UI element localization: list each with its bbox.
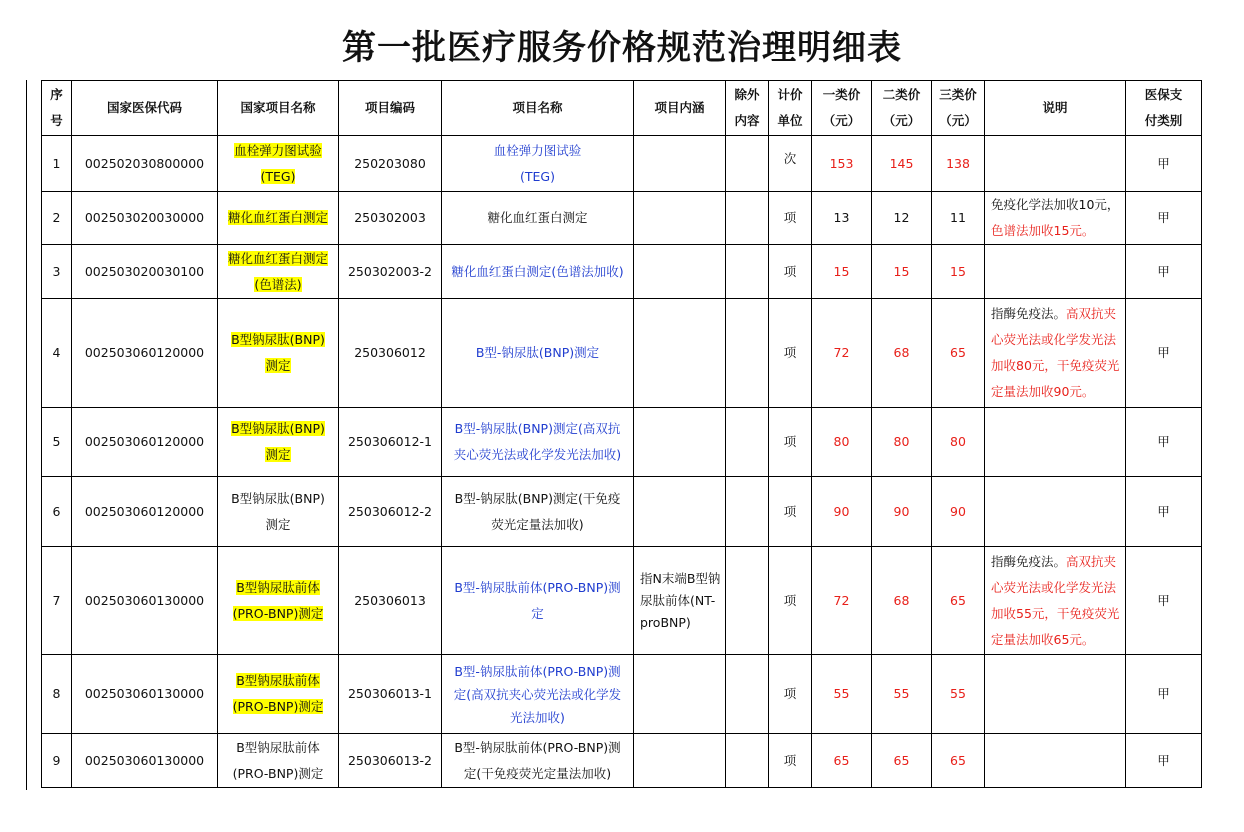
cell-national-code: 002503060120000 (72, 299, 218, 408)
cell-unit: 项 (769, 655, 812, 734)
cell-item-content (634, 655, 726, 734)
cell-price-3: 55 (932, 655, 985, 734)
cell-price-3: 15 (932, 245, 985, 299)
table-row (42, 299, 1202, 408)
cell-price-2: 90 (872, 477, 932, 547)
note-red-text: 高双抗夹心荧光法或化学发光法加收55元，干免疫荧光定量法加收65元。 (991, 553, 1120, 647)
cell-item-name (442, 299, 634, 408)
cell-payment: 甲 (1126, 192, 1202, 245)
cell-text-line: B型-钠尿肽前体(PRO-BNP)测 (454, 663, 621, 679)
cell-item-content (634, 299, 726, 408)
cell-text-line: (TEG) (260, 168, 296, 184)
cell-national-name (218, 477, 339, 547)
cell-text-line: 糖化血红蛋白测定(色谱法加收) (451, 263, 624, 279)
cell-exclusions (726, 245, 769, 299)
cell-price-1: 72 (812, 547, 872, 655)
cell-payment: 甲 (1126, 547, 1202, 655)
cell-text-line: B型钠尿肽(BNP) (231, 421, 325, 436)
cell-item-name (442, 734, 634, 788)
cell-national-code: 002503060120000 (72, 477, 218, 547)
table-row (42, 477, 1202, 547)
cell-note (985, 245, 1126, 299)
price-table (41, 80, 1202, 788)
table-row (42, 136, 1202, 192)
cell-price-3: 65 (932, 734, 985, 788)
header-row (42, 81, 1202, 136)
cell-price-1: 55 (812, 655, 872, 734)
cell-text-line: 测定 (265, 447, 291, 462)
cell-national-name (218, 136, 339, 192)
cell-national-code: 002503020030100 (72, 245, 218, 299)
header-price-1: 一类价 （元） (812, 81, 872, 136)
header-payment: 医保支 付类别 (1126, 81, 1202, 136)
cell-item-name (442, 136, 634, 192)
cell-item-name (442, 245, 634, 299)
cell-unit: 项 (769, 734, 812, 788)
price-table-container (41, 80, 1202, 788)
cell-text-line: B型-钠尿肽前体(PRO-BNP)测 (454, 739, 621, 755)
cell-unit: 次 (769, 136, 812, 192)
cell-note (985, 734, 1126, 788)
table-row (42, 245, 1202, 299)
header-item-content: 项目内涵 (634, 81, 726, 136)
note-text: 指酶免疫法。 (991, 553, 1067, 569)
cell-price-1: 153 (812, 136, 872, 192)
cell-price-3: 11 (932, 192, 985, 245)
cell-national-code: 002503060120000 (72, 408, 218, 477)
cell-item-name (442, 477, 634, 547)
cell-payment: 甲 (1126, 299, 1202, 408)
cell-item-content (634, 245, 726, 299)
cell-note (985, 655, 1126, 734)
cell-item-code: 250203080 (339, 136, 442, 192)
note-red-text: 色谱法加收15元。 (991, 223, 1095, 238)
cell-national-name (218, 547, 339, 655)
cell-item-content (634, 477, 726, 547)
cell-exclusions (726, 299, 769, 408)
cell-text-line: 定(高双抗夹心荧光法或化学发 (453, 686, 622, 702)
cell-price-3: 90 (932, 477, 985, 547)
table-row (42, 655, 1202, 734)
cell-text-line: B型钠尿肽前体 (236, 579, 320, 595)
cell-text-line: 荧光定量法加收) (491, 516, 584, 532)
header-price-2: 二类价 （元） (872, 81, 932, 136)
cell-payment: 甲 (1126, 245, 1202, 299)
cell-price-3: 65 (932, 299, 985, 408)
cell-payment: 甲 (1126, 655, 1202, 734)
cell-price-3: 138 (932, 136, 985, 192)
table-row (42, 192, 1202, 245)
header-exclusions: 除外 内容 (726, 81, 769, 136)
cell-payment: 甲 (1126, 477, 1202, 547)
header-item-name: 项目名称 (442, 81, 634, 136)
cell-exclusions (726, 547, 769, 655)
cell-price-1: 80 (812, 408, 872, 477)
cell-note (985, 192, 1126, 245)
cell-payment: 甲 (1126, 136, 1202, 192)
cell-text-line: 光法加收) (510, 709, 565, 725)
header-national-code: 国家医保代码 (72, 81, 218, 136)
cell-item-name (442, 655, 634, 734)
cell-item-code: 250306013-2 (339, 734, 442, 788)
cell-item-code: 250306012 (339, 299, 442, 408)
cell-exclusions (726, 408, 769, 477)
cell-text-line: (TEG) (520, 168, 555, 184)
cell-text-line: 糖化血红蛋白测定 (227, 250, 328, 266)
cell-item-name (442, 547, 634, 655)
margin-line (26, 80, 27, 790)
cell-seq: 5 (42, 408, 72, 477)
cell-text-line: 糖化血红蛋白测定 (487, 210, 588, 225)
cell-price-2: 15 (872, 245, 932, 299)
cell-price-1: 13 (812, 192, 872, 245)
cell-price-2: 80 (872, 408, 932, 477)
cell-text-line: 夹心荧光法或化学发光法加收) (453, 447, 622, 462)
table-row (42, 734, 1202, 788)
cell-price-1: 90 (812, 477, 872, 547)
cell-text-line: 定(干免疫荧光定量法加收) (463, 765, 612, 781)
cell-text-line: B型-钠尿肽(BNP)测定(高双抗 (454, 421, 621, 436)
cell-item-code: 250306013 (339, 547, 442, 655)
cell-unit: 项 (769, 245, 812, 299)
cell-text-line: B型钠尿肽(BNP) (231, 332, 325, 347)
cell-exclusions (726, 192, 769, 245)
cell-unit: 项 (769, 547, 812, 655)
header-unit: 计价 单位 (769, 81, 812, 136)
cell-text-line: 血栓弹力图试验 (234, 142, 322, 158)
cell-price-2: 65 (872, 734, 932, 788)
cell-text-line: B型-钠尿肽(BNP)测定(干免疫 (454, 490, 621, 506)
cell-seq: 1 (42, 136, 72, 192)
note-text: 免疫化学法加收10元， (991, 197, 1120, 212)
cell-price-3: 65 (932, 547, 985, 655)
cell-text-line: B型-钠尿肽前体(PRO-BNP)测 (454, 579, 621, 595)
header-note: 说明 (985, 81, 1126, 136)
cell-seq: 4 (42, 299, 72, 408)
cell-note (985, 408, 1126, 477)
cell-exclusions (726, 477, 769, 547)
cell-price-2: 145 (872, 136, 932, 192)
cell-text-line: 测定 (265, 516, 291, 532)
cell-note (985, 547, 1126, 655)
cell-seq: 2 (42, 192, 72, 245)
cell-price-2: 68 (872, 547, 932, 655)
cell-price-1: 72 (812, 299, 872, 408)
cell-national-code: 002503060130000 (72, 547, 218, 655)
table-row (42, 547, 1202, 655)
cell-text-line: (PRO-BNP)测定 (232, 765, 324, 781)
cell-unit: 项 (769, 408, 812, 477)
cell-seq: 3 (42, 245, 72, 299)
note-text: 指酶免疫法。 (991, 306, 1067, 321)
cell-item-content (634, 734, 726, 788)
cell-exclusions (726, 734, 769, 788)
cell-text-line: 血栓弹力图试验 (493, 142, 582, 158)
cell-national-code: 002502030800000 (72, 136, 218, 192)
header-item-code: 项目编码 (339, 81, 442, 136)
cell-national-name (218, 245, 339, 299)
cell-price-2: 68 (872, 299, 932, 408)
cell-unit: 项 (769, 299, 812, 408)
cell-price-1: 65 (812, 734, 872, 788)
cell-exclusions (726, 655, 769, 734)
cell-unit: 项 (769, 192, 812, 245)
cell-text-line: B型钠尿肽(BNP) (231, 490, 325, 506)
cell-unit: 项 (769, 477, 812, 547)
cell-national-name (218, 408, 339, 477)
cell-item-code: 250306013-1 (339, 655, 442, 734)
cell-seq: 7 (42, 547, 72, 655)
cell-price-2: 55 (872, 655, 932, 734)
cell-national-code: 002503060130000 (72, 655, 218, 734)
cell-text-line: 定 (531, 605, 544, 621)
cell-price-1: 15 (812, 245, 872, 299)
cell-payment: 甲 (1126, 408, 1202, 477)
cell-payment: 甲 (1126, 734, 1202, 788)
cell-seq: 8 (42, 655, 72, 734)
cell-text-line: (色谱法) (254, 276, 302, 292)
cell-text-line: B型钠尿肽前体 (236, 673, 320, 688)
cell-exclusions (726, 136, 769, 192)
cell-text-line: 糖化血红蛋白测定 (227, 210, 328, 225)
header-seq: 序 号 (42, 81, 72, 136)
cell-text-line: B型钠尿肽前体 (236, 739, 320, 755)
cell-note (985, 136, 1126, 192)
cell-seq: 6 (42, 477, 72, 547)
cell-text-line: 测定 (265, 358, 291, 373)
cell-price-3: 80 (932, 408, 985, 477)
cell-item-code: 250306012-1 (339, 408, 442, 477)
cell-national-code: 002503020030000 (72, 192, 218, 245)
cell-item-code: 250302003-2 (339, 245, 442, 299)
cell-national-name (218, 655, 339, 734)
cell-item-code: 250302003 (339, 192, 442, 245)
cell-seq: 9 (42, 734, 72, 788)
cell-text-line: (PRO-BNP)测定 (232, 605, 324, 621)
note-red-text: 高双抗夹心荧光法或化学发光法加收80元，干免疫荧光定量法加收90元。 (991, 306, 1120, 399)
cell-national-code: 002503060130000 (72, 734, 218, 788)
cell-item-content: 指N末端B型钠尿肽前体(NT-proBNP) (634, 547, 726, 655)
cell-note (985, 299, 1126, 408)
cell-price-2: 12 (872, 192, 932, 245)
header-national-name: 国家项目名称 (218, 81, 339, 136)
cell-item-name (442, 408, 634, 477)
cell-item-content (634, 192, 726, 245)
cell-national-name (218, 299, 339, 408)
cell-item-content (634, 408, 726, 477)
page-title: 第一批医疗服务价格规范治理明细表 (342, 28, 902, 68)
cell-text-line: (PRO-BNP)测定 (232, 699, 324, 714)
cell-item-code: 250306012-2 (339, 477, 442, 547)
cell-note (985, 477, 1126, 547)
cell-item-name (442, 192, 634, 245)
cell-national-name (218, 192, 339, 245)
cell-national-name (218, 734, 339, 788)
cell-item-content (634, 136, 726, 192)
cell-text-line: B型-钠尿肽(BNP)测定 (475, 345, 600, 360)
header-price-3: 三类价 （元） (932, 81, 985, 136)
table-row (42, 408, 1202, 477)
